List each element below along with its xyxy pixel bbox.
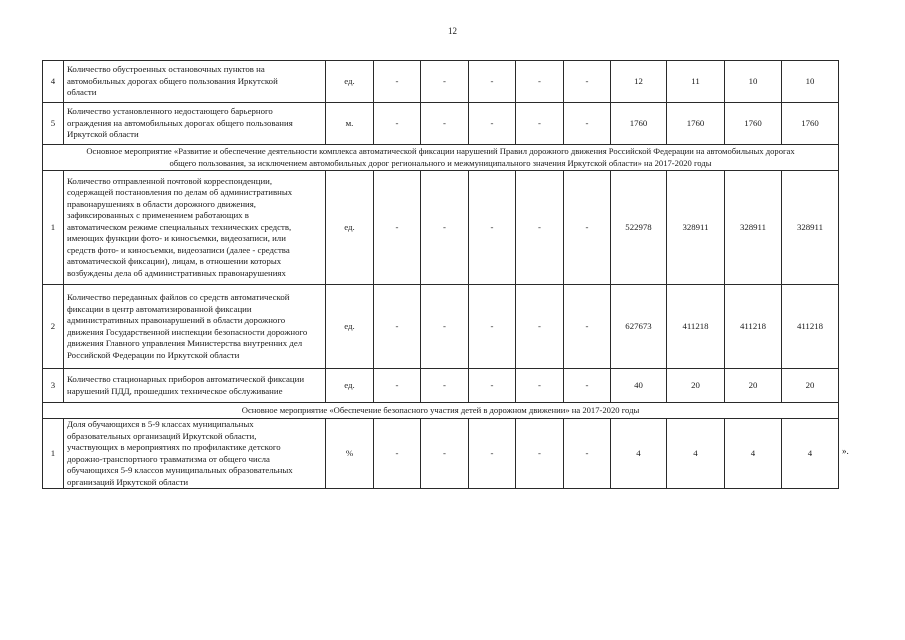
value-cell: - (516, 369, 564, 403)
value-cell: - (374, 171, 421, 285)
value-cell: - (516, 103, 564, 145)
value-cell: 1760 (782, 103, 839, 145)
value-cell: 1760 (667, 103, 725, 145)
value-cell: - (421, 419, 469, 489)
value-cell: 40 (611, 369, 667, 403)
value-cell: 10 (782, 61, 839, 103)
row-number: 1 (43, 419, 64, 489)
indicator-description: Доля обучающихся в 5-9 классах муниципальных образовательных организаций Иркутской области, участвующих в мероприятиях по профилактике детского дорожно-транспортного травматизма от общего числа обучающихся 5-9 классов муниципальных образовательных организаций Иркутской области (64, 419, 326, 489)
table-row (43, 171, 839, 285)
indicators-table (42, 60, 839, 489)
value-cell: - (564, 171, 611, 285)
indicator-description: Количество стационарных приборов автоматической фиксации нарушений ПДД, прошедших техническое обслуживание (64, 369, 326, 403)
value-cell: 4 (667, 419, 725, 489)
value-cell: - (421, 369, 469, 403)
value-cell: - (374, 61, 421, 103)
value-cell: 12 (611, 61, 667, 103)
section-heading: Основное мероприятие «Развитие и обеспечение деятельности комплекса автоматической фиксации нарушений Правил дорожного движения Российской Федерации на автомобильных дорогах общего пользования, за исключением автомобильных дорог регионального и межмуниципального значения Иркутской области» на 2017-2020 годы (43, 145, 839, 171)
value-cell: - (469, 369, 516, 403)
value-cell: 328911 (725, 171, 782, 285)
unit-cell: % (326, 419, 374, 489)
value-cell: 20 (782, 369, 839, 403)
value-cell: 20 (725, 369, 782, 403)
indicator-description: Количество отправленной почтовой корреспонденции, содержащей постановления по делам об административных правонарушениях в области дорожного движения, зафиксированных с применением работающих в автоматическом режиме специальных технических средств, имеющих функции фото- и киносъемки, видеозаписи, или средств фото- и киносъемки, видеозаписи (далее - средства автоматической фиксации), лицам, в отношении которых возбуждены дела об административных правонарушениях (64, 171, 326, 285)
value-cell: - (564, 285, 611, 369)
unit-cell: ед. (326, 369, 374, 403)
value-cell: 4 (782, 419, 839, 489)
value-cell: 328911 (667, 171, 725, 285)
value-cell: - (374, 285, 421, 369)
table-row (43, 369, 839, 403)
value-cell: 1760 (725, 103, 782, 145)
value-cell: - (516, 285, 564, 369)
value-cell: 411218 (725, 285, 782, 369)
section-heading: Основное мероприятие «Обеспечение безопасного участия детей в дорожном движении» на 2017-2020 годы (43, 403, 839, 419)
value-cell: - (564, 419, 611, 489)
value-cell: 11 (667, 61, 725, 103)
value-cell: - (564, 369, 611, 403)
value-cell: 4 (725, 419, 782, 489)
value-cell: - (374, 103, 421, 145)
indicator-description: Количество обустроенных остановочных пунктов на автомобильных дорогах общего пользования Иркутской области (64, 61, 326, 103)
section-row (43, 145, 839, 171)
unit-cell: ед. (326, 285, 374, 369)
value-cell: 1760 (611, 103, 667, 145)
indicator-description: Количество установленного недостающего барьерного ограждения на автомобильных дорогах общего пользования Иркутской области (64, 103, 326, 145)
row-number: 5 (43, 103, 64, 145)
row-number: 2 (43, 285, 64, 369)
indicator-description: Количество переданных файлов со средств автоматической фиксации в центр автоматизированной фиксации административных правонарушений в области дорожного движения Государственной инспекции безопасности дорожного движения Главного управления Министерства внутренних дел Российской Федерации по Иркутской области (64, 285, 326, 369)
section-row (43, 403, 839, 419)
value-cell: - (516, 419, 564, 489)
value-cell: - (421, 171, 469, 285)
value-cell: 328911 (782, 171, 839, 285)
value-cell: - (469, 285, 516, 369)
value-cell: - (564, 61, 611, 103)
value-cell: - (421, 285, 469, 369)
value-cell: 411218 (667, 285, 725, 369)
value-cell: - (469, 419, 516, 489)
table-row (43, 285, 839, 369)
row-number: 3 (43, 369, 64, 403)
value-cell: 522978 (611, 171, 667, 285)
value-cell: 411218 (782, 285, 839, 369)
table-row (43, 61, 839, 103)
value-cell: 627673 (611, 285, 667, 369)
unit-cell: ед. (326, 171, 374, 285)
value-cell: - (469, 103, 516, 145)
value-cell: - (564, 103, 611, 145)
value-cell: - (469, 171, 516, 285)
closing-quote-mark: ». (842, 446, 849, 456)
table-row (43, 103, 839, 145)
value-cell: - (374, 419, 421, 489)
unit-cell: м. (326, 103, 374, 145)
value-cell: - (469, 61, 516, 103)
row-number: 4 (43, 61, 64, 103)
value-cell: - (421, 103, 469, 145)
value-cell: - (516, 171, 564, 285)
value-cell: 10 (725, 61, 782, 103)
value-cell: 4 (611, 419, 667, 489)
value-cell: 20 (667, 369, 725, 403)
value-cell: - (374, 369, 421, 403)
value-cell: - (421, 61, 469, 103)
page-number: 12 (448, 26, 457, 36)
value-cell: - (516, 61, 564, 103)
table-row (43, 419, 839, 489)
row-number: 1 (43, 171, 64, 285)
unit-cell: ед. (326, 61, 374, 103)
